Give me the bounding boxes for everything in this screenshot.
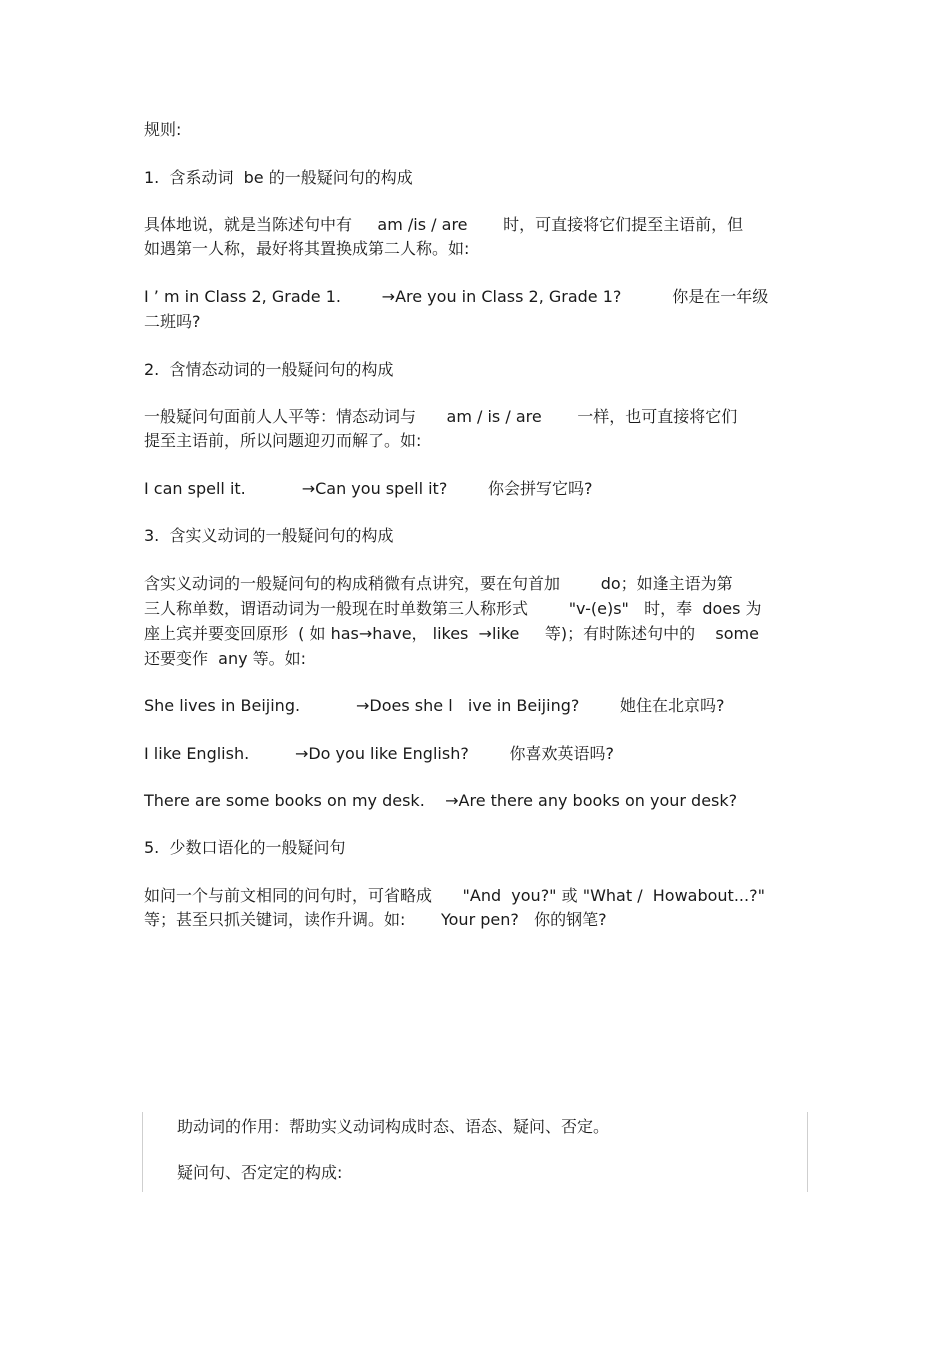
section-1-heading: 1. 含系动词 be 的一般疑问句的构成 <box>144 168 413 187</box>
paragraph-line: 还要变作 any 等。如: <box>144 649 307 668</box>
paragraph-line: 提至主语前，所以问题迎刃而解了。如: <box>144 431 422 450</box>
section-5-heading: 5. 少数口语化的一般疑问句 <box>144 838 346 857</box>
note-line: 助动词的作用：帮助实义动词构成时态、语态、疑问、否定。 <box>177 1117 610 1136</box>
paragraph-line: 如问一个与前文相同的问句时，可省略成 "And you?" 或 "What / Howabout...?" <box>144 886 765 905</box>
paragraph-line: 如遇第一人称，最好将其置换成第二人称。如: <box>144 239 470 258</box>
paragraph-line: 一般疑问句面前人人平等：情态动词与 am / is / are 一样，也可直接将它们 <box>144 407 738 426</box>
paragraph-line: 三人称单数，谓语动词为一般现在时单数第三人称形式 "v-(e)s" 时，奉 does 为 <box>144 599 762 618</box>
section-2-heading: 2. 含情态动词的一般疑问句的构成 <box>144 360 394 379</box>
paragraph-line: 含实义动词的一般疑问句的构成稍微有点讲究，要在句首加 do；如逢主语为第 <box>144 574 733 593</box>
note-box <box>142 1112 808 1192</box>
example-line: 二班吗? <box>144 312 201 331</box>
note-line: 疑问句、否定定的构成: <box>177 1163 343 1182</box>
paragraph-line: 等；甚至只抓关键词，读作升调。如: Your pen? 你的钢笔? <box>144 910 607 929</box>
section-3-heading: 3. 含实义动词的一般疑问句的构成 <box>144 526 394 545</box>
example-line: There are some books on my desk. →Are there any books on your desk? <box>144 791 738 810</box>
example-line: I like English. →Do you like English? 你喜欢英语吗? <box>144 744 615 763</box>
example-line: She lives in Beijing. →Does she l ive in Beijing? 她住在北京吗? <box>144 696 725 715</box>
example-line: I can spell it. →Can you spell it? 你会拼写它吗? <box>144 479 593 498</box>
rules-heading: 规则: <box>144 120 182 139</box>
paragraph-line: 具体地说，就是当陈述句中有 am /is / are 时，可直接将它们提至主语前，但 <box>144 215 744 234</box>
paragraph-line: 座上宾并要变回原形 ( 如 has→have， likes →like 等)；有时陈述句中的 some <box>144 624 759 643</box>
example-line: I ’ m in Class 2, Grade 1. →Are you in Class 2, Grade 1? 你是在一年级 <box>144 287 769 306</box>
